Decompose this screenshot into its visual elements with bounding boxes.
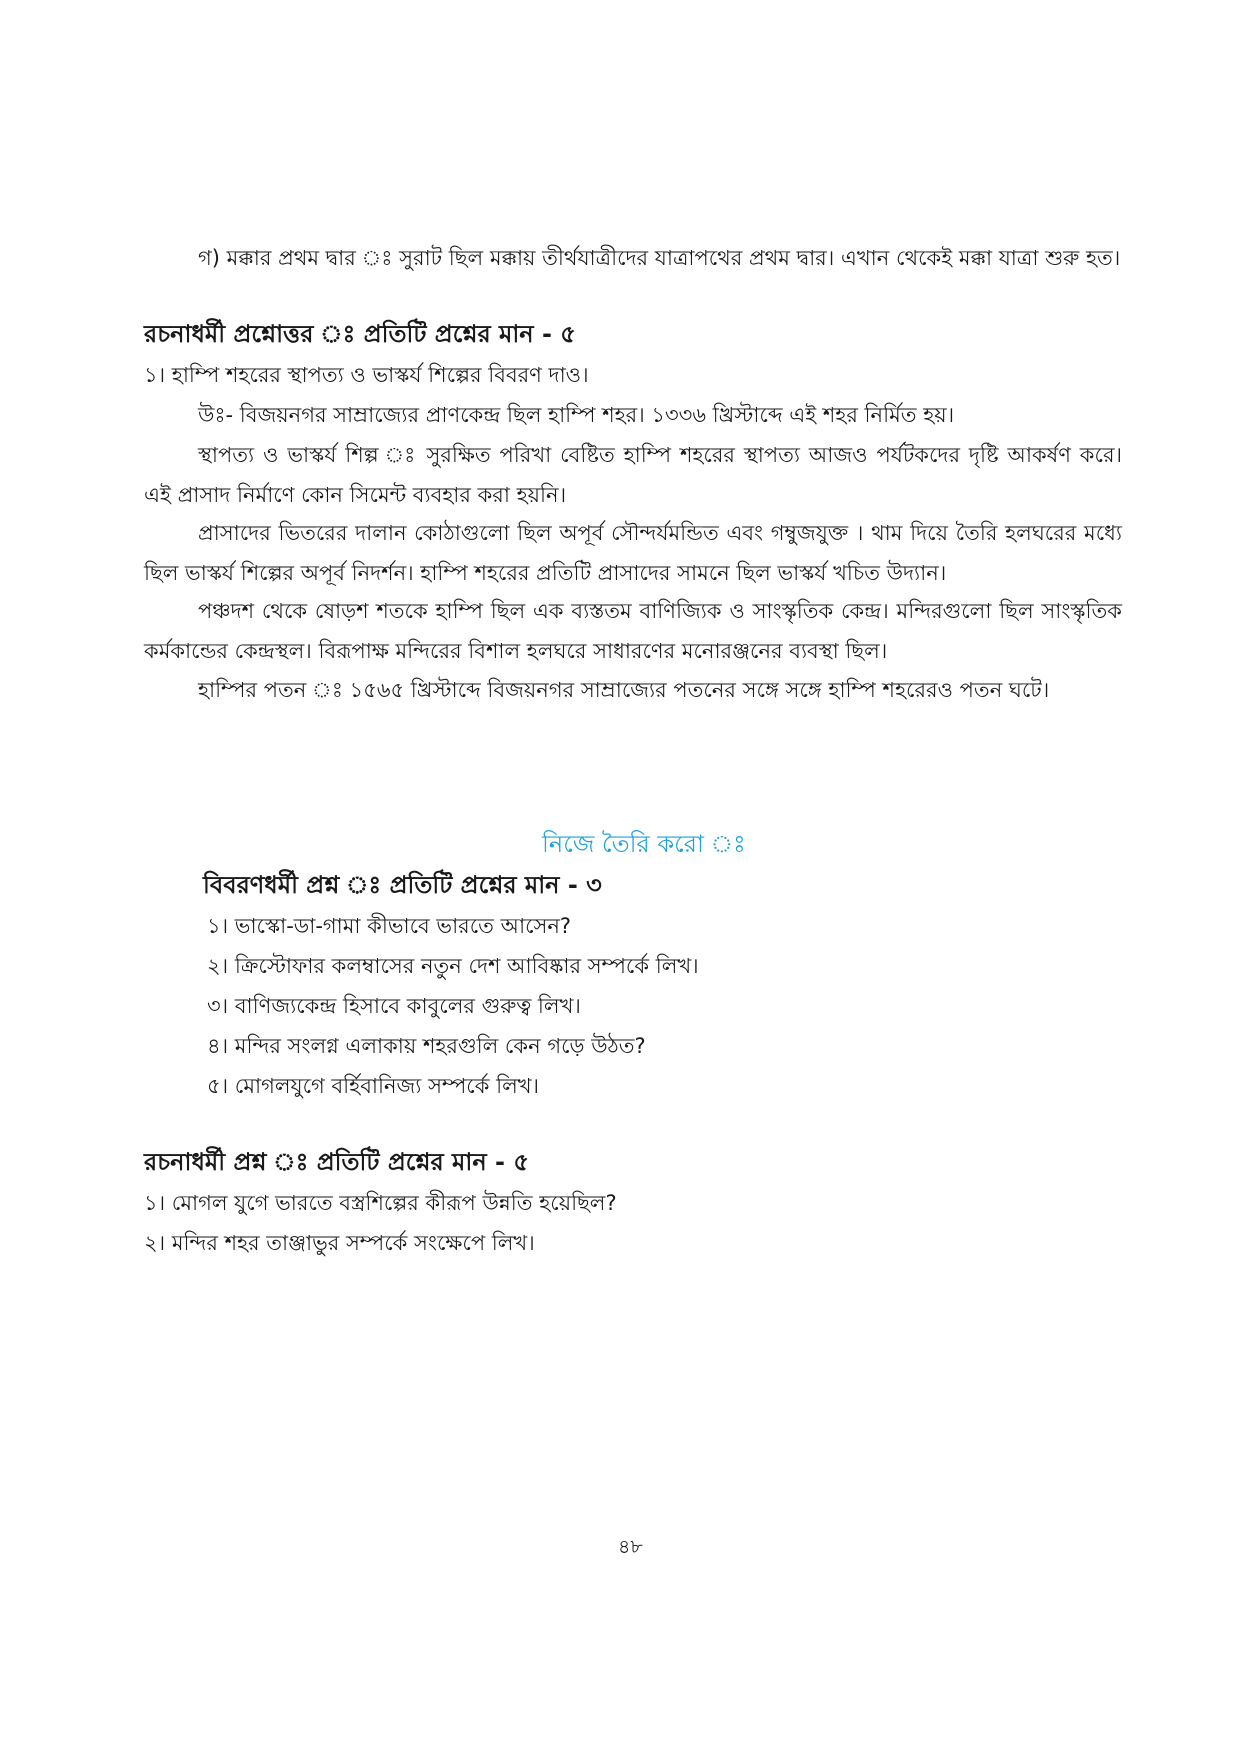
- list-item: ৪। মন্দির সংলগ্ন এলাকায় শহরগুলি কেন গড়ে উঠত?: [207, 1034, 646, 1058]
- answer-paragraph-3: প্রাসাদের ভিতরের দালান কোঠাগুলো ছিল অপূর্ব সৌন্দর্যমন্ডিত এবং গম্বুজযুক্ত । থাম দিয়ে তৈরি হলঘরের মধ্যে ছিল ভাস্কর্য শিল্পের অপূর্ব নিদর্শন। হাম্পি শহরের প্রতিটি প্রাসাদের সামনে ছিল ভাস্কর্য খচিত উদ্যান।: [144, 521, 1122, 585]
- list-item: ১। ভাস্কো-ডা-গামা কীভাবে ভারতে আসেন?: [207, 914, 572, 938]
- list-item: ১। মোগল যুগে ভারতে বস্ত্রশিল্পের কীরূপ উন্নতি হয়েছিল?: [144, 1191, 617, 1215]
- answer-paragraph-2: স্থাপত্য ও ভাস্কর্য শিল্প ঃ সুরক্ষিত পরিখা বেষ্টিত হাম্পি শহরের স্থাপত্য আজও পর্যটকদের দৃষ্টি আকর্ষণ করে। এই প্রাসাদ নির্মাণে কোন সিমেন্ট ব্যবহার করা হয়নি।: [144, 443, 1122, 507]
- page-number: ৪৮: [618, 1536, 643, 1558]
- self-practice-title: নিজে তৈরি করো ঃ: [542, 830, 746, 858]
- descriptive-questions-heading: বিবরণধর্মী প্রশ্ন ঃ প্রতিটি প্রশ্নের মান - ৩: [203, 871, 602, 899]
- answer-paragraph-5: হাম্পির পতন ঃ ১৫৬৫ খ্রিস্টাব্দে বিজয়নগর সাম্রাজ্যের পতনের সঙ্গে সঙ্গে হাম্পি শহরেরও পতন ঘটে।: [198, 678, 1050, 702]
- answer-paragraph-1: উঃ- বিজয়নগর সাম্রাজ্যের প্রাণকেন্দ্র ছিল হাম্পি শহর। ১৩৩৬ খ্রিস্টাব্দে এই শহর নির্মিত হয়।: [198, 403, 955, 427]
- list-item: ২। ক্রিস্টোফার কলম্বাসের নতুন দেশ আবিষ্কার সম্পর্কে লিখ।: [207, 954, 699, 978]
- answer-paragraph-4: পঞ্চদশ থেকে ষোড়শ শতকে হাম্পি ছিল এক ব্যস্ততম বাণিজ্যিক ও সাংস্কৃতিক কেন্দ্র। মন্দিরগুলো ছিল সাংস্কৃতিক কর্মকান্ডের কেন্দ্রস্থল। বিরূপাক্ষ মন্দিরের বিশাল হলঘরে সাধারণের মনোরঞ্জনের ব্যবস্থা ছিল।: [144, 599, 1122, 663]
- list-item: ৫। মোগলযুগে বর্হিবানিজ্য সম্পর্কে লিখ।: [207, 1074, 540, 1098]
- intro-line: গ) মক্কার প্রথম দ্বার ঃ সুরাট ছিল মক্কায় তীর্থযাত্রীদের যাত্রাপথের প্রথম দ্বার। এখান থেকেই মক্কা যাত্রা শুরু হত।: [198, 246, 1121, 270]
- list-item: ২। মন্দির শহর তাঞ্জাভুর সম্পর্কে সংক্ষেপে লিখ।: [144, 1231, 535, 1255]
- essay-questions-heading: রচনাধর্মী প্রশ্ন ঃ প্রতিটি প্রশ্নের মান - ৫: [144, 1148, 529, 1176]
- essay-questions-list: [144, 1183, 617, 1263]
- essay-answers-heading: রচনাধর্মী প্রশ্নোত্তর ঃ প্রতিটি প্রশ্নের মান - ৫: [144, 320, 576, 348]
- descriptive-questions-list: [207, 906, 699, 1106]
- essay-question-1: ১। হাম্পি শহরের স্থাপত্য ও ভাস্কর্য শিল্পের বিবরণ দাও।: [144, 363, 589, 387]
- list-item: ৩। বাণিজ্যকেন্দ্র হিসাবে কাবুলের গুরুত্ব লিখ।: [207, 994, 581, 1018]
